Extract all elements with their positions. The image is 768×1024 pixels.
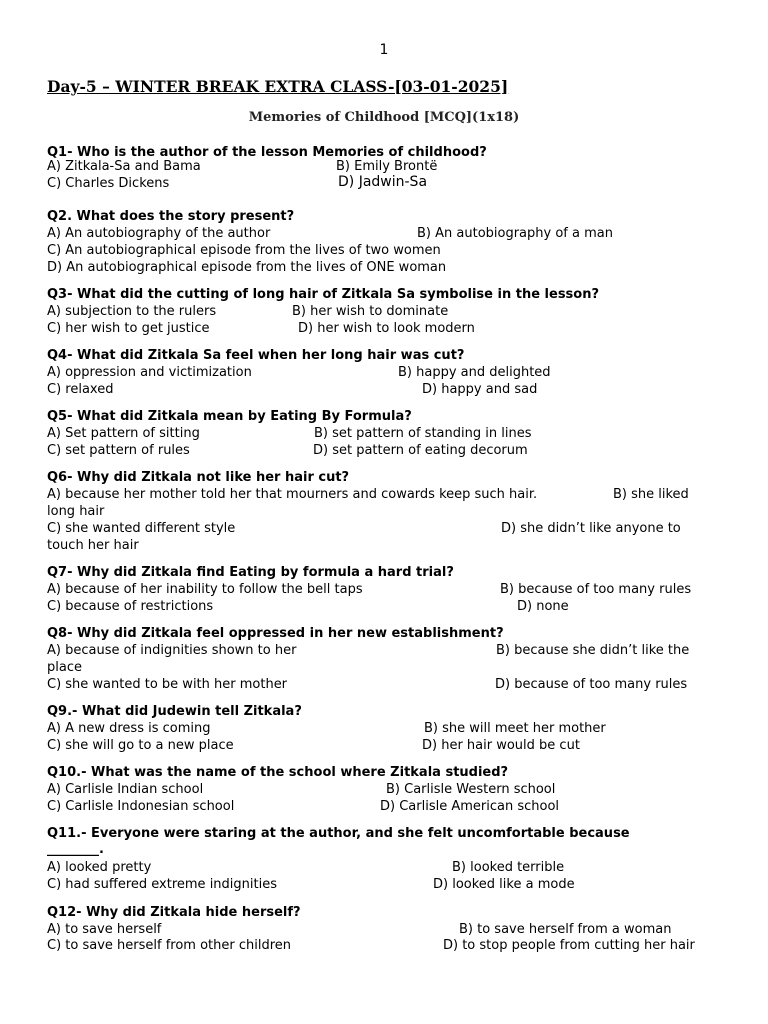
question-11: Q11.- Everyone were staring at the author, and she felt uncomfortable because: [47, 826, 630, 841]
q6-option-c: C) she wanted different style: [47, 521, 236, 536]
q11-option-c: C) had suffered extreme indignities: [47, 877, 277, 892]
question-8: Q8- Why did Zitkala feel oppressed in her new establishment?: [47, 626, 504, 641]
q3-option-d: D) her wish to look modern: [298, 321, 475, 336]
page-title: Day-5 – WINTER BREAK EXTRA CLASS-[03-01-2025]: [47, 77, 509, 96]
q11-option-a: A) looked pretty: [47, 860, 152, 875]
q9-option-b: B) she will meet her mother: [424, 721, 606, 736]
question-7: Q7- Why did Zitkala find Eating by formula a hard trial?: [47, 565, 454, 580]
question-3: Q3- What did the cutting of long hair of Zitkala Sa symbolise in the lesson?: [47, 287, 600, 302]
q1-option-c: C) Charles Dickens: [47, 176, 170, 191]
q8-option-c: C) she wanted to be with her mother: [47, 677, 288, 692]
question-2: Q2. What does the story present?: [47, 209, 295, 224]
page-subtitle: Memories of Childhood [MCQ](1x18): [248, 110, 520, 125]
page-number: 1: [379, 42, 389, 58]
question-10: Q10.- What was the name of the school where Zitkala studied?: [47, 765, 509, 780]
q5-option-d: D) set pattern of eating decorum: [313, 443, 528, 458]
question-4: Q4- What did Zitkala Sa feel when her long hair was cut?: [47, 348, 465, 363]
q9-option-d: D) her hair would be cut: [422, 738, 580, 753]
q6-option-d-cont: touch her hair: [47, 538, 139, 553]
q7-option-c: C) because of restrictions: [47, 599, 214, 614]
q3-option-c: C) her wish to get justice: [47, 321, 210, 336]
q9-option-c: C) she will go to a new place: [47, 738, 234, 753]
q8-option-a: A) because of indignities shown to her: [47, 643, 297, 658]
q1-option-d: D) Jadwin-Sa: [338, 174, 428, 190]
q11-option-d: D) looked like a mode: [433, 877, 575, 892]
question-5: Q5- What did Zitkala mean by Eating By Formula?: [47, 409, 412, 424]
q7-option-d: D) none: [517, 599, 569, 614]
q6-option-b: B) she liked: [613, 487, 689, 502]
q5-option-b: B) set pattern of standing in lines: [314, 426, 532, 441]
q9-option-a: A) A new dress is coming: [47, 721, 211, 736]
q12-option-c: C) to save herself from other children: [47, 938, 292, 953]
q1-option-a: A) Zitkala-Sa and Bama: [47, 159, 201, 174]
q8-option-d: D) because of too many rules: [495, 677, 688, 692]
q8-option-b: B) because she didn’t like the: [496, 643, 690, 658]
q4-option-b: B) happy and delighted: [398, 365, 551, 380]
q4-option-c: C) relaxed: [47, 382, 114, 397]
q3-option-a: A) subjection to the rulers: [47, 304, 217, 319]
question-1: Q1- Who is the author of the lesson Memories of childhood?: [47, 145, 487, 160]
q3-option-b: B) her wish to dominate: [292, 304, 449, 319]
q6-option-a: A) because her mother told her that mourners and cowards keep such hair.: [47, 487, 538, 502]
q4-option-d: D) happy and sad: [422, 382, 538, 397]
q5-option-a: A) Set pattern of sitting: [47, 426, 200, 441]
q2-option-c: C) An autobiographical episode from the lives of two women: [47, 243, 441, 258]
q1-option-b: B) Emily Brontë: [336, 159, 438, 174]
q6-option-d: D) she didn’t like anyone to: [501, 521, 681, 536]
q12-option-a: A) to save herself: [47, 922, 162, 937]
q8-option-b-cont: place: [47, 660, 82, 675]
q2-option-a: A) An autobiography of the author: [47, 226, 271, 241]
q4-option-a: A) oppression and victimization: [47, 365, 252, 380]
question-6: Q6- Why did Zitkala not like her hair cut?: [47, 470, 350, 485]
question-9: Q9.- What did Judewin tell Zitkala?: [47, 704, 302, 719]
q12-option-b: B) to save herself from a woman: [459, 922, 672, 937]
q10-option-d: D) Carlisle American school: [380, 799, 560, 814]
question-11-blank: ________.: [47, 842, 104, 857]
question-12: Q12- Why did Zitkala hide herself?: [47, 905, 301, 920]
q10-option-b: B) Carlisle Western school: [386, 782, 556, 797]
q6-option-b-cont: long hair: [47, 504, 105, 519]
q2-option-d: D) An autobiographical episode from the lives of ONE woman: [47, 260, 447, 275]
q10-option-c: C) Carlisle Indonesian school: [47, 799, 235, 814]
q10-option-a: A) Carlisle Indian school: [47, 782, 204, 797]
q12-option-d: D) to stop people from cutting her hair: [443, 938, 695, 953]
q5-option-c: C) set pattern of rules: [47, 443, 190, 458]
q11-option-b: B) looked terrible: [452, 860, 565, 875]
q2-option-b: B) An autobiography of a man: [417, 226, 613, 241]
q7-option-b: B) because of too many rules: [500, 582, 692, 597]
q7-option-a: A) because of her inability to follow the bell taps: [47, 582, 363, 597]
